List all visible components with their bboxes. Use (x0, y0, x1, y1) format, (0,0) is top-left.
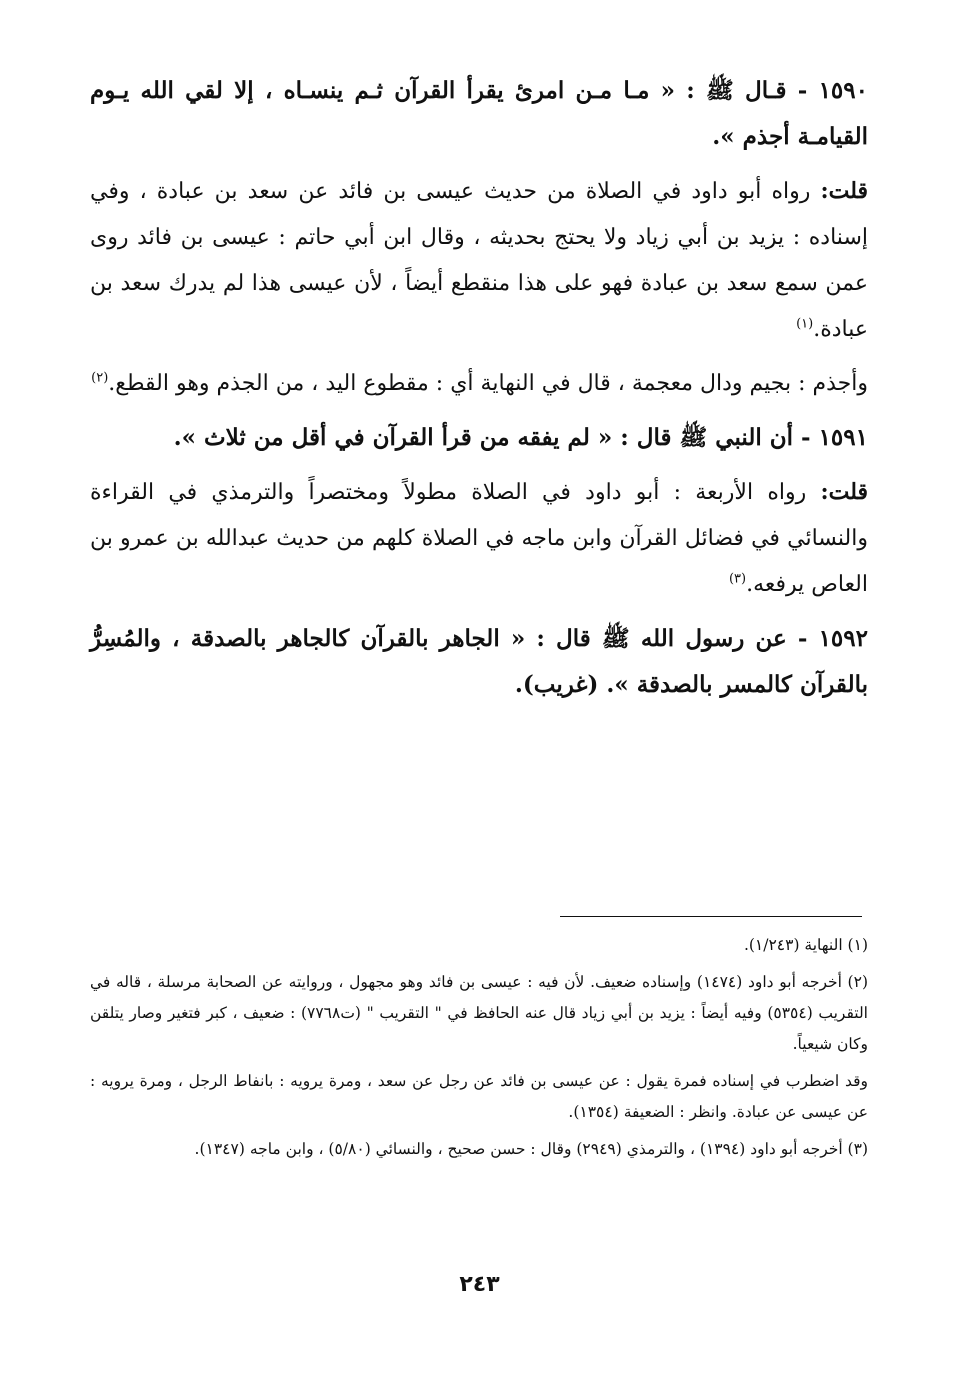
footnote-2: (٢) أخرجه أبو داود (١٤٧٤) وإسناده ضعيف. لأن فيه : عيسى بن فائد وهو مجهول ، وروايته عن الصحابة مرسلة ، قاله في التقريب (٥٣٥٤) وفيه أيضاً : يزيد بن أبي زياد قال عنه الحافظ في " التقريب " (ت٧٧٦٨) : ضعيف ، كبر فتغير وصار يتلقن وكان شيعياً. (90, 973, 868, 1053)
page-body (90, 68, 868, 716)
footnote-3: (٣) أخرجه أبو داود (١٣٩٤) ، والترمذي (٢٩٤٩) وقال : حسن صحيح ، والنسائي (٥/٨٠) ، وابن ماجه (١٣٤٧). (194, 1140, 868, 1158)
commentary-label: قلت: (820, 479, 868, 505)
commentary-1591-text: رواه الأربعة : أبو داود في الصلاة مطولاً ومختصراً والترمذي في القراءة والنسائي في فضائل القرآن وابن ماجه في الصلاة كلهم من حديث عبدالله بن عمرو بن العاص يرفعه. (90, 480, 868, 597)
footnotes (90, 930, 868, 1171)
footnote-ref-1: (١) (796, 316, 814, 332)
ajdham-explanation (90, 361, 868, 407)
hadith-1590-text: ١٥٩٠ - قـال ﷺ : « مـا مـن امرئ يقرأ القرآن ثـم ينسـاه ، إلا لقي الله يـوم القيامـة أجذم ». (90, 77, 868, 150)
hadith-1590 (90, 68, 868, 160)
page-number: ٢٤٣ (459, 1272, 500, 1297)
footnote-ref-3: (٣) (728, 571, 747, 587)
hadith-1592-text: ١٥٩٢ - عن رسول الله ﷺ قال : « الجاهر بالقرآن كالجاهر بالصدقة ، والمُسِرُّ بالقرآن كالمسر بالصدقة ». (غريب). (90, 625, 868, 698)
commentary-1591 (90, 469, 868, 608)
footnote-divider (560, 916, 862, 917)
hadith-1591-text: ١٥٩١ - أن النبي ﷺ قال : « لم يفقه من قرأ القرآن في أقل من ثلاث ». (173, 424, 868, 451)
footnote-1: (١) النهاية (١/٢٤٣). (743, 936, 868, 954)
footnote-ref-2: (٢) (91, 370, 109, 386)
commentary-1590 (90, 168, 868, 353)
hadith-1592 (90, 616, 868, 708)
hadith-1591 (90, 415, 868, 461)
footnote-2-continued: وقد اضطرب في إسناده فمرة يقول : عن عيسى بن فائد عن رجل عن سعد ، ومرة يرويه : بانفاط الرجل ، ومرة يرويه : عن عيسى عن عبادة. وانظر : الضعيفة (١٣٥٤). (90, 1072, 868, 1121)
ajdham-explanation-text: وأجذم : بجيم ودال معجمة ، قال في النهاية أي : مقطوع اليد ، من الجذم وهو القطع. (108, 371, 868, 396)
commentary-1590-text: رواه أبو داود في الصلاة من حديث عيسى بن فائد عن سعد بن عبادة ، وفي إسناده : يزيد بن أبي زياد ولا يحتج بحديثه ، وقال ابن أبي حاتم : عيسى بن فائد روى عمن سمع سعد بن عبادة فهو على هذا منقطع أيضاً ، لأن عيسى هذا لم يدرك سعد بن عبادة. (90, 179, 868, 342)
commentary-label: قلت: (820, 178, 868, 204)
